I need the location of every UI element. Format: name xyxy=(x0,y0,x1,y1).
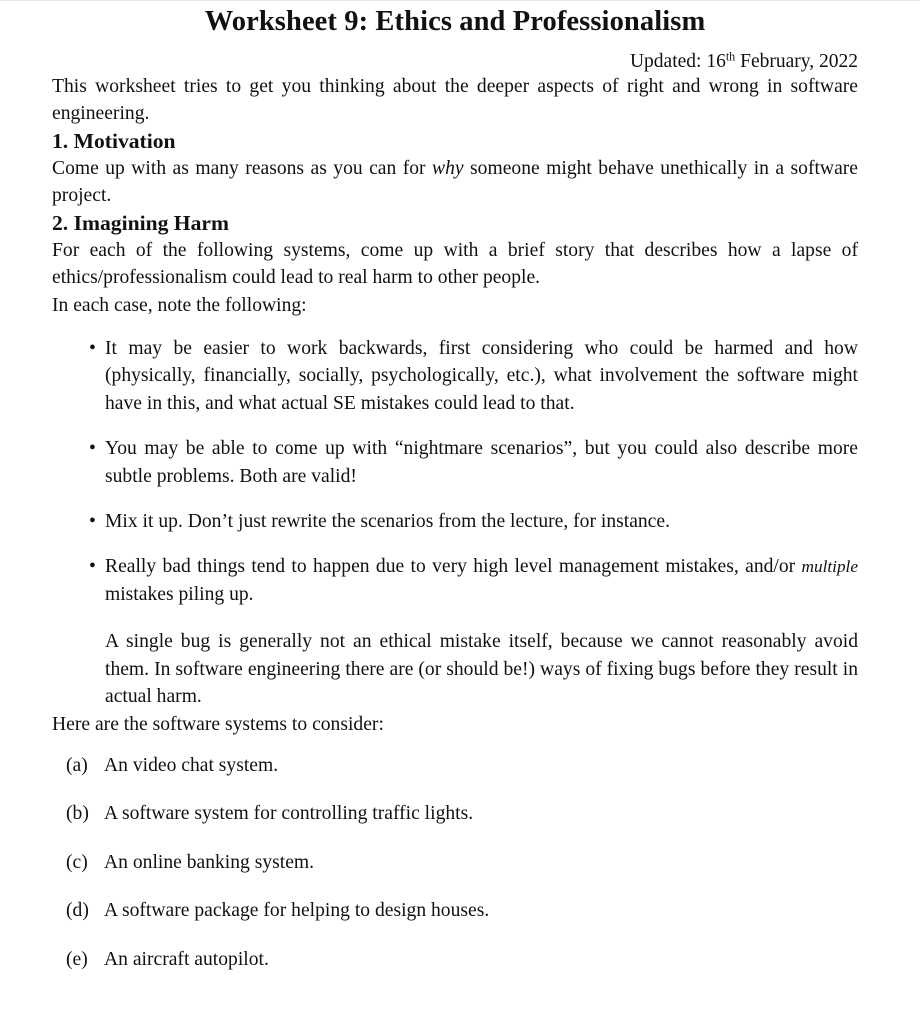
bullet-icon: • xyxy=(89,337,96,359)
list-item-text: An aircraft autopilot. xyxy=(104,948,269,970)
section-heading-imagining-harm: 2. Imagining Harm xyxy=(52,210,229,235)
bullet-icon: • xyxy=(89,556,96,578)
intro-paragraph: This worksheet tries to get you thinking about the deeper aspects of right and wrong in software engineering. xyxy=(52,76,858,125)
updated-ordinal-suffix: th xyxy=(725,49,736,64)
motivation-text-before: Come up with as many reasons as you can for xyxy=(52,157,433,179)
list-item-text: An video chat system. xyxy=(104,755,279,776)
list-item xyxy=(52,800,858,827)
systems-lead-in: Here are the software systems to consider: xyxy=(52,713,384,735)
list-item-label: (c) xyxy=(66,851,88,873)
software-systems-list xyxy=(52,752,858,973)
note-lead-in: In each case, note the following: xyxy=(52,294,307,316)
bullet-icon: • xyxy=(89,511,96,533)
imagining-harm-intro: For each of the following systems, come up with a brief story that describes how a lapse of ethics/professionalism could lead to real harm to other people. xyxy=(52,239,858,289)
page-title: Worksheet 9: Ethics and Professionalism xyxy=(204,6,706,37)
motivation-paragraph xyxy=(52,155,858,210)
list-item xyxy=(52,435,858,490)
bullet-sub-paragraph: A single bug is generally not an ethical mistake itself, because we cannot reasonably avoid them. In software engineering there are (or should be!) ways of fixing bugs before they result in actual harm. xyxy=(105,631,858,708)
bullet-text: Mix it up. Don’t just rewrite the scenarios from the lecture, for instance. xyxy=(105,511,670,533)
list-item-label: (a) xyxy=(66,755,88,776)
updated-suffix: February, 2022 xyxy=(735,50,858,72)
updated-date-line xyxy=(52,50,858,73)
list-item xyxy=(52,553,858,710)
list-item-text: A software system for controlling traffic lights. xyxy=(104,803,474,825)
bullet-italic-word: multiple xyxy=(801,557,858,577)
motivation-italic-word: why xyxy=(432,157,464,179)
list-item xyxy=(52,849,858,876)
bullet-text: You may be able to come up with “nightmare scenarios”, but you could also describe more subtle problems. Both are valid! xyxy=(105,438,858,487)
list-item xyxy=(52,897,858,924)
list-item-label: (d) xyxy=(66,900,89,922)
list-item xyxy=(52,752,858,779)
bullet-text-before: Really bad things tend to happen due to very high level management mistakes, and/or xyxy=(105,556,802,578)
bullet-icon: • xyxy=(89,438,96,460)
document-content xyxy=(52,1,858,973)
updated-prefix: Updated: 16 xyxy=(629,50,726,72)
list-item xyxy=(52,508,858,535)
bullet-text: It may be easier to work backwards, first considering who could be harmed and how (physically, financially, socially, psychologically, etc.), what involvement the software might have in this, and what actual SE mistakes could lead to that. xyxy=(105,337,858,414)
list-item-text: A software package for helping to design houses. xyxy=(104,900,490,922)
list-item-label: (e) xyxy=(66,948,88,970)
list-item xyxy=(52,946,858,973)
section-heading-motivation: 1. Motivation xyxy=(52,128,176,153)
list-item-text: An online banking system. xyxy=(104,851,315,873)
note-bullet-list xyxy=(52,335,858,711)
list-item-label: (b) xyxy=(66,803,89,825)
motivation-text-after: someone might behave unethically in a software project. xyxy=(52,157,858,207)
list-item xyxy=(52,335,858,417)
bullet-text-after: mistakes piling up. xyxy=(105,583,254,605)
